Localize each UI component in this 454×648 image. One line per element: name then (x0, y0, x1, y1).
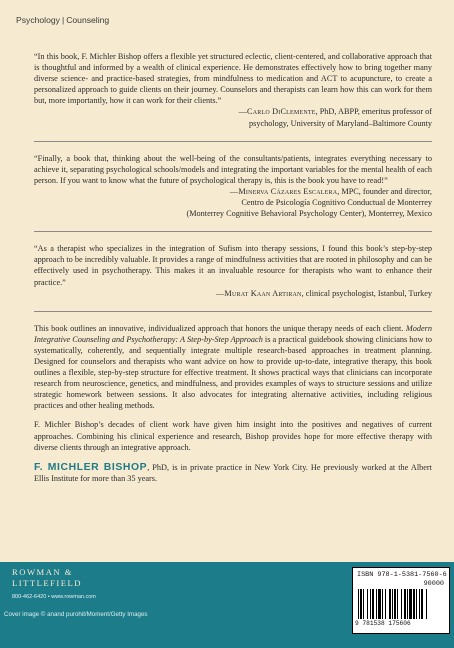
barcode-bar (416, 589, 417, 619)
publisher-name-line1: ROWMAN & (12, 567, 73, 577)
endorser-title-3: , clinical psychologist, Istanbul, Turkey (301, 288, 432, 298)
author-insight-paragraph: F. Michler Bishop’s decades of client work have given him insight into the positives and negatives of current approaches. Combining his clinical experience and research, Bishop provides hope for more effective therapy with diverse clients through an integrative approach. (34, 420, 432, 452)
barcode-number: 9 781538 175606 (355, 620, 411, 627)
endorsement-attribution-1 (34, 106, 432, 117)
barcode-icon (357, 589, 445, 619)
divider (34, 311, 432, 312)
category-counseling: Counseling (66, 15, 110, 25)
divider (34, 141, 432, 142)
barcode-bar (421, 589, 423, 619)
endorser-title-2: , MPC, founder and director, (337, 186, 432, 196)
category-separator: | (61, 15, 65, 25)
barcode-bar (389, 589, 391, 619)
author-name: F. MICHLER BISHOP (34, 461, 148, 473)
endorsement-affiliation-1: psychology, University of Maryland–Baltimore County (248, 118, 432, 128)
barcode-bar (404, 589, 406, 619)
price-code: 90000 (423, 580, 444, 588)
barcode-bar (363, 589, 364, 619)
barcode-bar (385, 589, 386, 619)
category-psychology: Psychology (16, 15, 60, 25)
endorser-name-2: —Minerva Cázares Escalera (229, 186, 338, 196)
barcode-bar (367, 589, 368, 619)
barcode-bar (358, 589, 359, 619)
barcode-bar (372, 589, 374, 619)
barcode-bar (419, 589, 420, 619)
barcode-bar (426, 589, 427, 619)
author-bio (34, 462, 432, 484)
author-bio-text: , PhD, is in private practice in New York City. He previously worked at the Albert Ellis Institute for more than 35 years. (34, 462, 432, 483)
barcode-bar (376, 589, 377, 619)
barcode-bar (378, 589, 381, 619)
endorsement-quote-1: “In this book, F. Michler Bishop offers a flexible yet structured eclectic, client-centered, and collaborative approach that is thoughtful and informed by a wealth of clinical experience. He demonstrates effectively how to bring together many diverse science- and practice-based strategies, from mindfulness to medication and ACT to acupuncture, to create a personalized approach to guide clients on their journey. Counselors and therapists can learn how this can work for them but, more importantly, how it can work for their clients.” (34, 52, 432, 106)
cover-image-credit: Cover image © anand purohit/Moment/Getty Images (4, 611, 148, 618)
publisher-logo (12, 567, 82, 589)
endorser-name-1: —Carlo DiClemente (238, 107, 316, 117)
endorsement-attribution-3 (34, 288, 432, 299)
barcode-box (352, 567, 450, 634)
endorsement-quote-2: “Finally, a book that, thinking about the well-being of the consultants/patients, integrates everything necessary to achieve it, separating psychological schools/models and integrating the important variables for the mental health of each person. If you want to know what the future of psychological therapy is, this is the book you have to read!” (34, 153, 432, 185)
description-text-a: This book outlines an innovative, individualized approach that honors the unique therapy needs of each client. (34, 323, 406, 333)
barcode-bar (392, 589, 393, 619)
endorsement-attribution-2 (34, 186, 432, 197)
barcode-bar (413, 589, 415, 619)
publisher-name-line2: LITTLEFIELD (12, 578, 82, 588)
book-title: Modern Integrative Counseling and Psychotherapy: A Step-by-Step Approach (34, 323, 432, 344)
endorsement-affiliation-2b: (Monterrey Cognitive Behavioral Psychology Center), Monterrey, Mexico (186, 209, 432, 219)
barcode-bar (382, 589, 383, 619)
barcode-bar (394, 589, 396, 619)
barcode-bar (409, 589, 412, 619)
barcode-bar (397, 589, 398, 619)
endorser-name-3: —Murat Kaan Artiran (215, 288, 302, 298)
isbn-label: ISBN 978-1-5381-7560-6 (357, 571, 447, 579)
publisher-band (0, 562, 454, 648)
barcode-bar (360, 589, 362, 619)
barcode-bar (401, 589, 402, 619)
publisher-contact: 800-462-6420 • www.rowman.com (12, 594, 96, 600)
endorser-title-1: , PhD, ABPP, emeritus professor of (315, 107, 432, 117)
endorsement-quote-3: “As a therapist who specializes in the integration of Sufism into therapy sessions, I found this book’s step-by-step approach to be incredibly valuable. It provides a range of mindfulness activities that are rooted in philosophy and can be effectively used in psychotherapy. This makes it an invaluable resource for therapists who want to enhance their practice.” (34, 244, 432, 287)
back-cover-content (34, 51, 432, 484)
endorsement-affiliation-2: Centro de Psicología Cognitivo Conductual de Monterrey (241, 198, 432, 208)
barcode-bar (407, 589, 408, 619)
book-description (34, 323, 432, 412)
divider (34, 231, 432, 232)
category-label (16, 15, 109, 25)
description-text-b: is a practical guidebook showing clinicians how to systematically, coherently, and sequentially integrate multiple research-based approaches in treatment planning. Designed for counselors and therapists who want advice on how to provide up-to-date, integrative therapy, this book outlines a flexible, step-by-step structure for effective treatment. It shows practical ways that clinicians can incorporate research from neuroscience, genetics, and mindfulness, and provides examples of ways to structure sessions and utilize strategic homework between sessions. It also advocates for integrating alternative activities, including religious practices and other healing methods. (34, 334, 432, 411)
barcode-bar (370, 589, 371, 619)
